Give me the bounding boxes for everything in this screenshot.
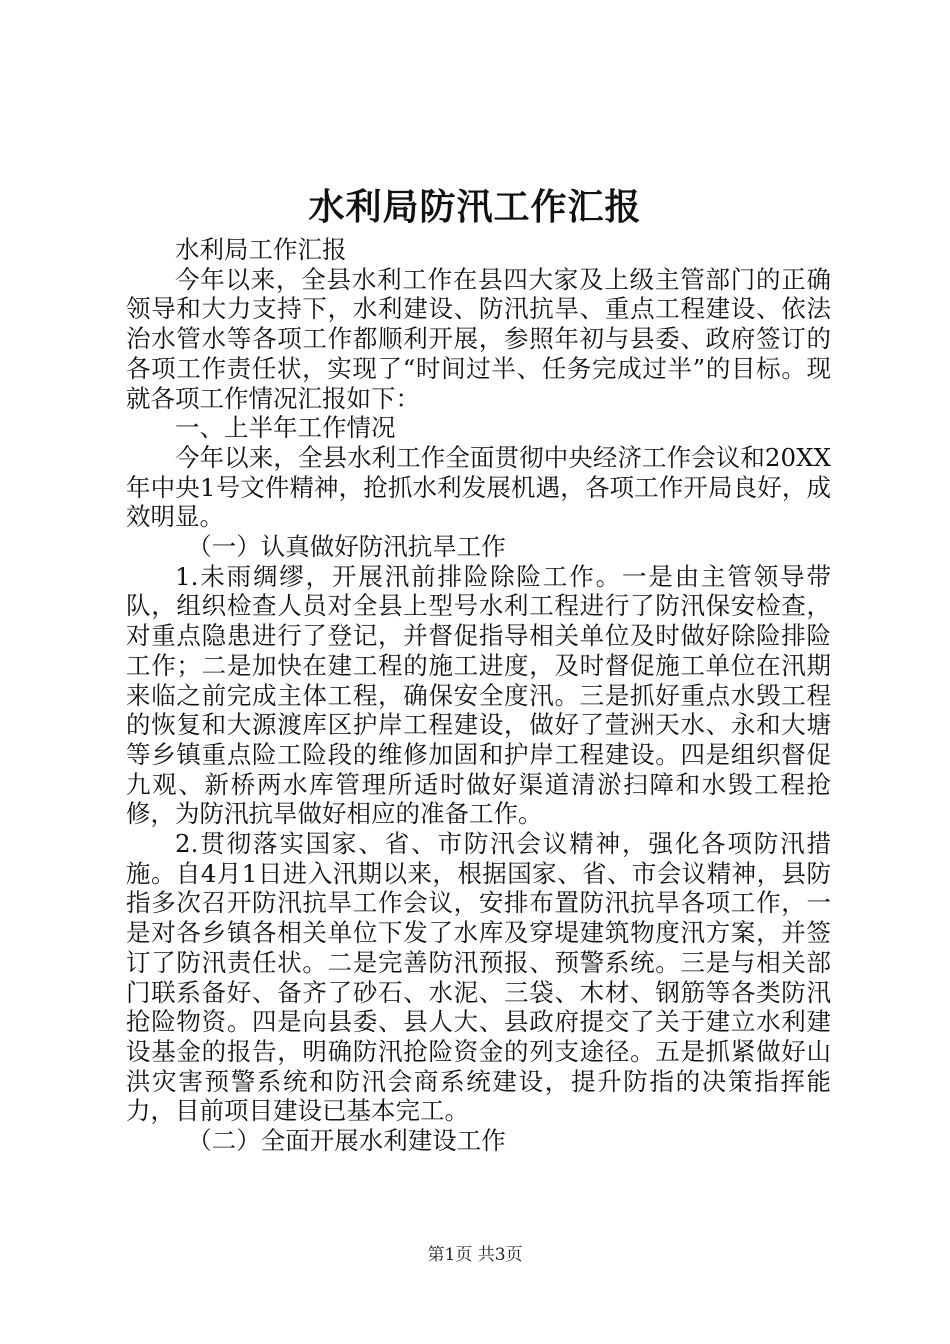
- subsection-heading-2: （二）全面开展水利建设工作: [187, 1126, 506, 1156]
- section-heading-1: 一、上半年工作情况: [175, 413, 396, 443]
- paragraph-subtitle: 水利局工作汇报: [175, 235, 347, 264]
- document-title: 水利局防汛工作汇报: [308, 186, 642, 228]
- paragraph-intro: 今年以来，全县水利工作在县四大家及上级主管部门的正确领导和大力支持下，水利建设、防汛抗旱、重点工程建设、依法治水管水等各项工作都顺利开展，参照年初与县委、政府签订的各项工作责任状，实现了“时间过半、任务完成过半”的目标。现就各项工作情况汇报如下：: [126, 264, 831, 413]
- paragraph-overview: 今年以来，全县水利工作全面贯彻中央经济工作会议和20XX年中央1号文件精神，抢抓水利发展机遇，各项工作开局良好，成效明显。: [126, 442, 831, 532]
- paragraph-item-2: 2.贯彻落实国家、省、市防汛会议精神，强化各项防汛措施。自4月1日进入汛期以来，根据国家、省、市会议精神，县防指多次召开防汛抗旱工作会议，安排布置防汛抗旱各项工作，一是对各乡镇各相关单位下发了水库及穿堤建筑物度汛方案，并签订了防汛责任状。二是完善防汛预报、预警系统。三是与相关部门联系备好、备齐了砂石、水泥、三袋、木材、钢筋等各类防汛抢险物资。四是向县委、县人大、县政府提交了关于建立水利建设基金的报告，明确防汛抢险资金的列支途径。五是抓紧做好山洪灾害预警系统和防汛会商系统建设，提升防指的决策指挥能力，目前项目建设已基本完工。: [126, 829, 831, 1126]
- page-footer: 第1页 共3页: [427, 1245, 523, 1265]
- document-body: [126, 235, 831, 1156]
- paragraph-item-1: 1.未雨绸缪，开展汛前排险除险工作。一是由主管领导带队，组织检查人员对全县上型号水利工程进行了防汛保安检查，对重点隐患进行了登记，并督促指导相关单位及时做好除险排险工作；二是加快在建工程的施工进度，及时督促施工单位在汛期来临之前完成主体工程，确保安全度汛。三是抓好重点水毁工程的恢复和大源渡库区护岸工程建设，做好了萱洲天水、永和大塘等乡镇重点险工险段的维修加固和护岸工程建设。四是组织督促九观、新桥两水库管理所适时做好渠道清淤扫障和水毁工程抢修，为防汛抗旱做好相应的准备工作。: [126, 561, 831, 829]
- subsection-heading-1: （一）认真做好防汛抗旱工作: [187, 532, 506, 562]
